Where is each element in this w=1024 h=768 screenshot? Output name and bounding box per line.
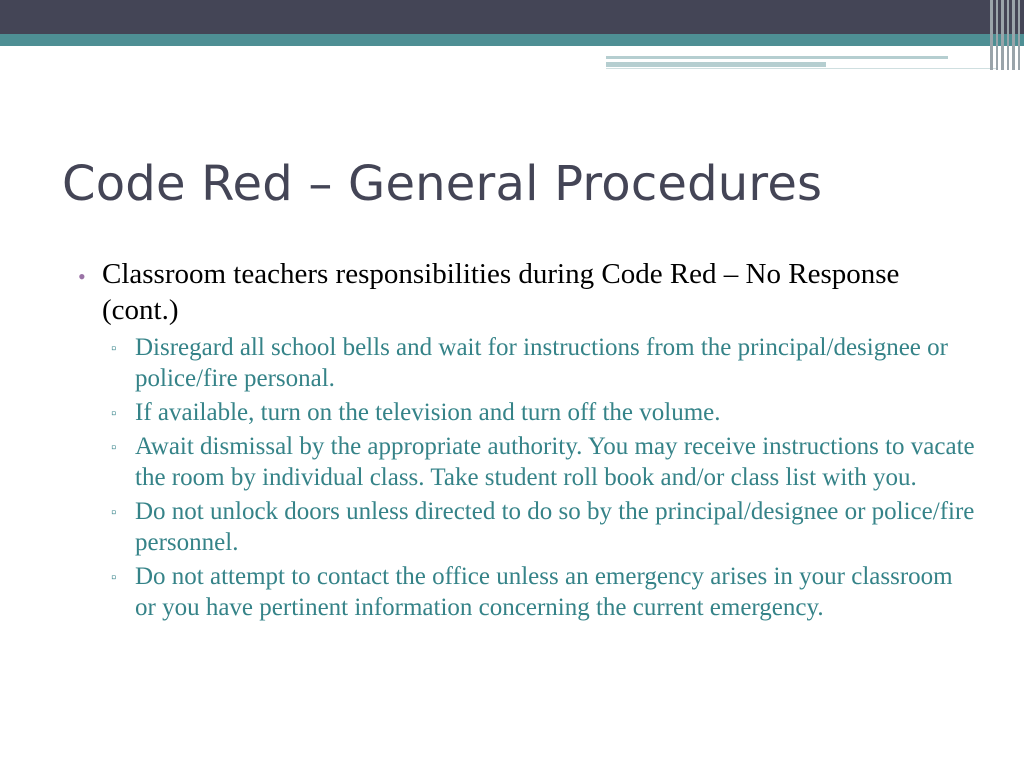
square-bullet-icon: ▫ (111, 570, 117, 586)
sub-bullet-text: Await dismissal by the appropriate authority. You may receive instructions to vacate the room by individual class. Take student roll book and/or class list with you. (135, 433, 975, 491)
main-bullet (78, 256, 978, 328)
sub-bullet-text: Do not attempt to contact the office unless an emergency arises in your classroom or you have pertinent information concerning the current emergency. (135, 563, 953, 621)
square-bullet-icon: ▫ (111, 406, 117, 422)
bullet-dot-icon: • (78, 264, 86, 289)
sub-bullet-text: Disregard all school bells and wait for instructions from the principal/designee or police/fire personal. (135, 334, 948, 392)
square-bullet-icon: ▫ (111, 341, 117, 357)
corner-stripes-decoration (990, 0, 1024, 70)
header-accent-line-short (606, 62, 826, 67)
header-dark-band (0, 0, 1024, 34)
sub-bullet-item (78, 496, 978, 558)
sub-bullet-text: If available, turn on the television and turn off the volume. (135, 399, 721, 426)
sub-bullet-item (78, 431, 978, 493)
sub-bullet-item (78, 332, 978, 394)
slide-body (78, 256, 978, 626)
sub-bullet-list (78, 332, 978, 623)
square-bullet-icon: ▫ (111, 440, 117, 456)
main-bullet-text: Classroom teachers responsibilities during Code Red – No Response (cont.) (102, 258, 900, 326)
sub-bullet-item (78, 397, 978, 428)
slide-title: Code Red – General Procedures (62, 156, 823, 212)
sub-bullet-text: Do not unlock doors unless directed to do so by the principal/designee or police/fire personnel. (135, 498, 975, 556)
header-accent-line (606, 56, 948, 59)
square-bullet-icon: ▫ (111, 505, 117, 521)
header-teal-band (0, 34, 1024, 46)
sub-bullet-item (78, 561, 978, 623)
